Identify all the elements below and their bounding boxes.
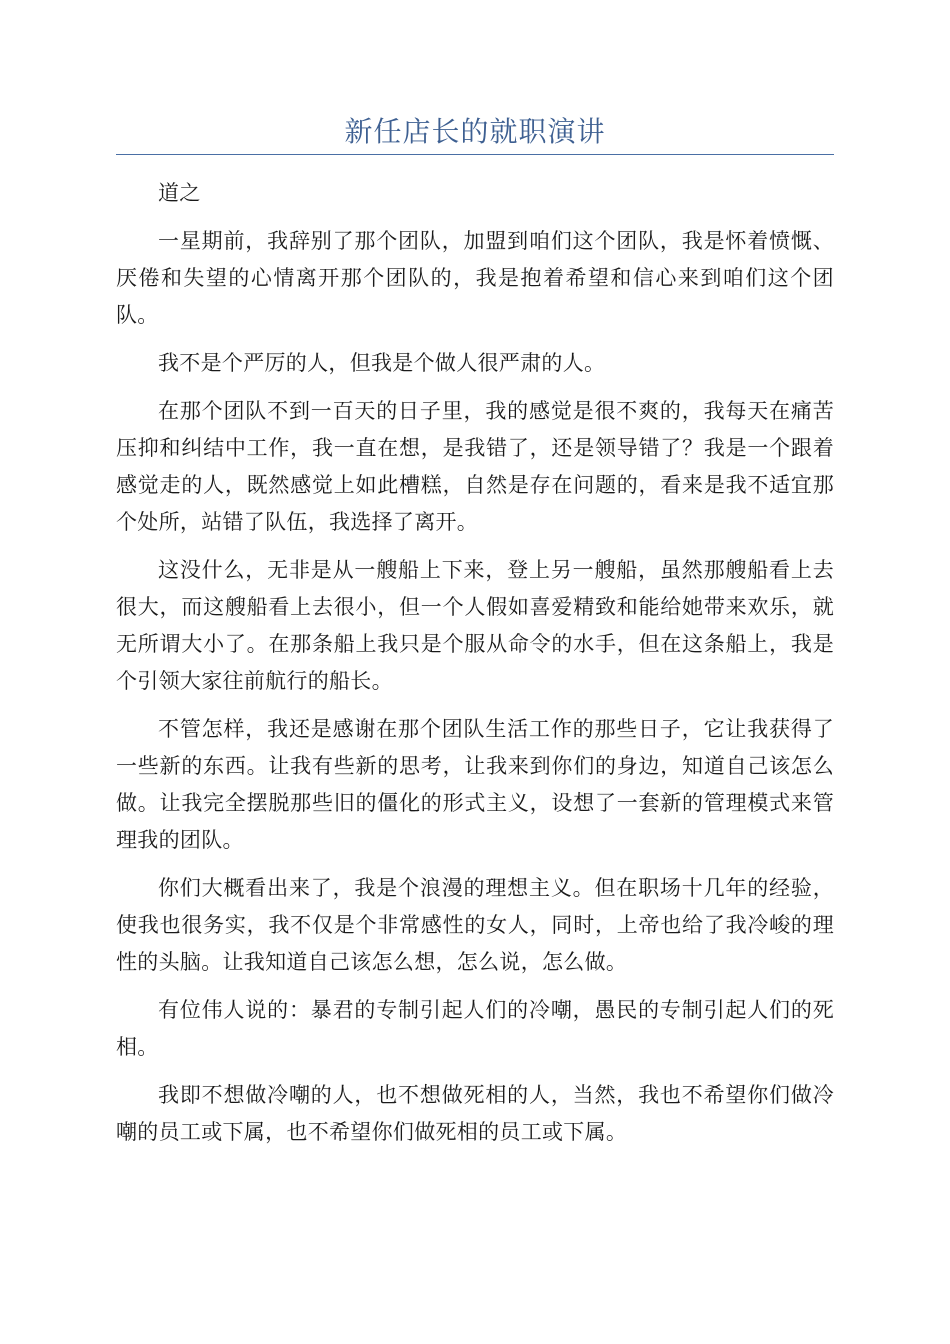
paragraph: 这没什么，无非是从一艘船上下来，登上另一艘船，虽然那艘船看上去很大，而这艘船看上去很小，但一个人假如喜爱精致和能给她带来欢乐，就无所谓大小了。在那条船上我只是个服从命令的水手，但在这条船上，我是个引领大家往前航行的船长。 xyxy=(116,558,834,693)
paragraph: 我不是个严厉的人，但我是个做人很严肃的人。 xyxy=(158,351,606,375)
paragraph: 道之 xyxy=(158,181,201,205)
document-title: 新任店长的就职演讲 xyxy=(344,115,606,148)
paragraph: 在那个团队不到一百天的日子里，我的感觉是很不爽的，我每天在痛苦压抑和纠结中工作，我一直在想，是我错了，还是领导错了？我是一个跟着感觉走的人，既然感觉上如此槽糕，自然是存在问题的，看来是我不适宜那个处所，站错了队伍，我选择了离开。 xyxy=(116,399,834,534)
paragraph: 一星期前，我辞别了那个团队，加盟到咱们这个团队，我是怀着愤慨、厌倦和失望的心情离开那个团队的，我是抱着希望和信心来到咱们这个团队。 xyxy=(116,229,834,327)
paragraph: 不管怎样，我还是感谢在那个团队生活工作的那些日子，它让我获得了一些新的东西。让我有些新的思考，让我来到你们的身边，知道自己该怎么做。让我完全摆脱那些旧的僵化的形式主义，设想了一套新的管理模式来管理我的团队。 xyxy=(116,717,834,852)
title-underline xyxy=(116,154,834,155)
paragraph: 我即不想做冷嘲的人，也不想做死相的人，当然，我也不希望你们做冷嘲的员工或下属，也不希望你们做死相的员工或下属。 xyxy=(116,1083,834,1144)
paragraph: 你们大概看出来了，我是个浪漫的理想主义。但在职场十几年的经验，使我也很务实，我不仅是个非常感性的女人，同时，上帝也给了我冷峻的理性的头脑。让我知道自己该怎么想，怎么说，怎么做。 xyxy=(116,876,834,974)
paragraph: 有位伟人说的：暴君的专制引起人们的冷嘲，愚民的专制引起人们的死相。 xyxy=(116,998,834,1059)
document-body xyxy=(116,175,834,1162)
